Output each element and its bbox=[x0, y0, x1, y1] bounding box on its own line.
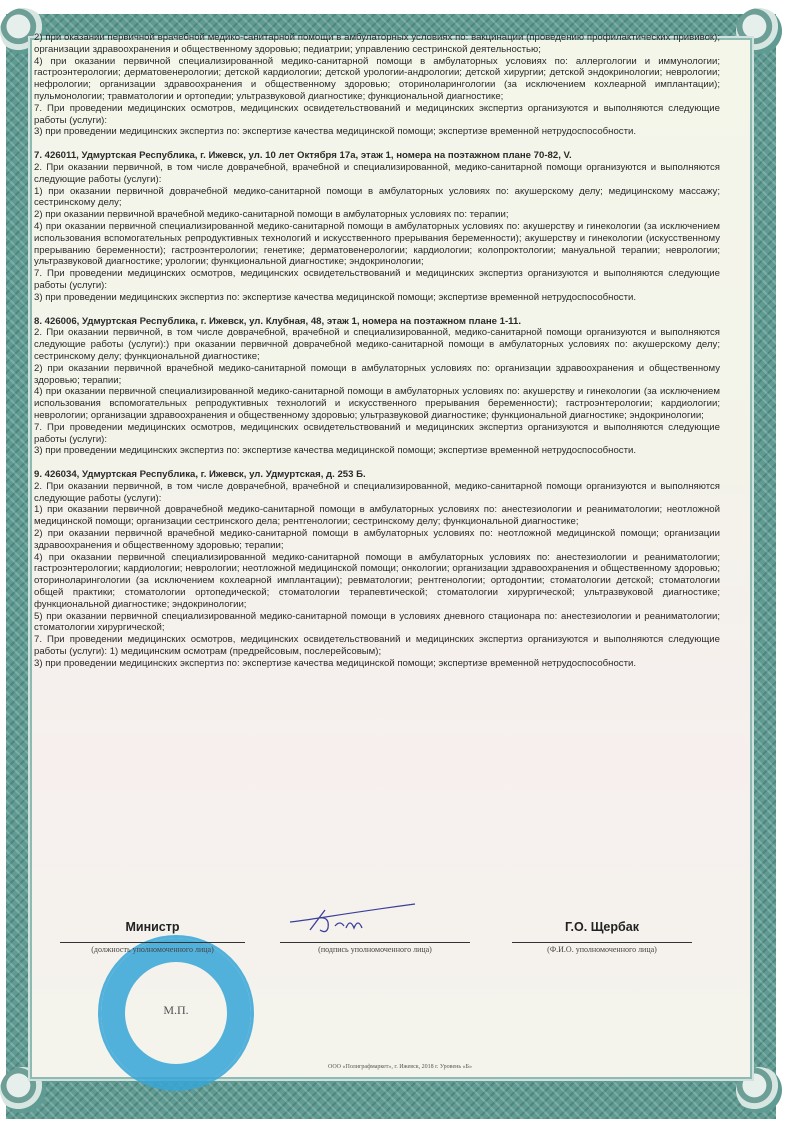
divider bbox=[512, 942, 692, 943]
paragraph: 2) при оказании первичной врачебной медико-санитарной помощи в амбулаторных условиях по: вакцинации (проведению профилактических прививок); организации здравоохранения и общественному здоровью; педиатрии; управлению сестринской деятельностью; bbox=[34, 32, 720, 55]
signature-field bbox=[280, 920, 470, 954]
paragraph: 7. При проведении медицинских осмотров, медицинских освидетельствований и медицинских экспертиз организуются и выполняются следующие работы (услуги): bbox=[34, 421, 720, 445]
address-heading: 9. 426034, Удмуртская Республика, г. Ижевск, ул. Удмуртская, д. 253 Б. bbox=[34, 469, 366, 481]
position-title: Министр bbox=[125, 920, 180, 934]
paragraph: 4) при оказании первичной специализированной медико-санитарной помощи в амбулаторных условиях по: акушерству и гинекологии (за исключением использования вспомогательных репродуктивных технологий и искусственного прерывания беременности); гастроэнтерологии; кардиологии; неврологии; организации здравоохранения и общественному здоровью; ультразвуковой диагностике; функциональной диагностике; эндокринологии; bbox=[34, 386, 720, 421]
address-section-8 bbox=[34, 316, 720, 458]
paragraph: 4) при оказании первичной специализированной медико-санитарной помощи в амбулаторных условиях по: анестезиологии и реаниматологии; гастроэнтерологии; кардиологии; неврологии; неотложной медицинской помощи; онкологии; организации здравоохранения и общественному здоровью; оториноларингологии (за исключением кохлеарной имплантации); ревматологии; рентгенологии; ортодонтии; стоматологии детской; стоматологии общей практики; стоматологии ортопедической; стоматологии терапевтической; стоматологии хирургической; ультразвуковой диагностике; функциональной диагностике; эндокринологии; bbox=[34, 551, 720, 610]
intro-section bbox=[34, 32, 720, 138]
paragraph: 1) при оказании первичной доврачебной медико-санитарной помощи в амбулаторных условиях по: анестезиологии и реаниматологии; неотложной медицинской помощи; организации сестринского дела; рентгенологии; сестринскому делу; функциональной диагностике; bbox=[34, 504, 720, 528]
paragraph: 2. При оказании первичной, в том числе доврачебной, врачебной и специализированной, медико-санитарной помощи организуются и выполняются следующие работы (услуги):) при оказании первичной доврачебной медико-санитарной помощи в амбулаторных условиях по: акушерскому делу; сестринскому делу; функциональной диагностике; bbox=[34, 327, 720, 362]
name-field bbox=[512, 920, 692, 954]
paragraph: 7. При проведении медицинских осмотров, медицинских освидетельствований и медицинских экспертиз организуются и выполняются следующие работы (услуги): bbox=[34, 102, 720, 126]
address-heading: 7. 426011, Удмуртская Республика, г. Ижевск, ул. 10 лет Октября 17а, этаж 1, номера на поэтажном плане 70-82, V. bbox=[34, 150, 572, 162]
paragraph: 2) при оказании первичной врачебной медико-санитарной помощи в амбулаторных условиях по: терапии; bbox=[34, 209, 509, 221]
paragraph: 2. При оказании первичной, в том числе доврачебной, врачебной и специализированной, медико-санитарной помощи организуются и выполняются следующие работы (услуги): bbox=[34, 161, 720, 185]
position-field bbox=[60, 920, 245, 954]
divider bbox=[60, 942, 245, 943]
signatory-name: Г.О. Щербак bbox=[565, 920, 639, 934]
paragraph: 4) при оказании первичной специализированной медико-санитарной помощи в амбулаторных условиях по: аллергологии и иммунологии; гастроэнтерологии; дерматовенерологии; детской кардиологии; детской урологии-андрологии; детской хирургии; детской эндокринологии; неврологии; нефрологии; организации здравоохранения и общественному здоровью; оториноларингологии (за исключением кохлеарной имплантации); пульмонологии; травматологии и ортопедии; ультразвуковой диагностике; функциональной диагностике; bbox=[34, 55, 720, 102]
signature-caption: (подпись уполномоченного лица) bbox=[318, 945, 432, 954]
paragraph: 3) при проведении медицинских экспертиз по: экспертизе качества медицинской помощи; экспертизе временной нетрудоспособности. bbox=[34, 126, 637, 138]
document-body bbox=[34, 32, 720, 682]
paragraph: 3) при проведении медицинских экспертиз по: экспертизе качества медицинской помощи; экспертизе временной нетрудоспособности. bbox=[34, 657, 637, 669]
address-heading: 8. 426006, Удмуртская Республика, г. Ижевск, ул. Клубная, 48, этаж 1, номера на поэтажном плане 1-11. bbox=[34, 315, 521, 327]
paragraph: 4) при оказании первичной специализированной медико-санитарной помощи в амбулаторных условиях по: акушерству и гинекологии (за исключением использования вспомогательных репродуктивных технологий и искусственного прерывания беременности); акушерству и гинекологии (искусственному прерыванию беременности); гастроэнтерологии; генетике; дерматовенерологии; кардиологии; колопроктологии; мануальной терапии; неврологии; ультразвуковой диагностике; урологии; функциональной диагностике; эндокринологии; bbox=[34, 220, 720, 268]
address-section-9 bbox=[34, 469, 720, 670]
paragraph: 1) при оказании первичной доврачебной медико-санитарной помощи в амбулаторных условиях по: акушерскому делу; медицинскому массажу; сестринскому делу; bbox=[34, 185, 720, 209]
printer-imprint: ООО «Полиграфмаркет», г. Ижевск, 2018 г. Уровень «Б» bbox=[327, 1064, 473, 1070]
paragraph: 5) при оказании первичной специализированной медико-санитарной помощи в условиях дневного стационара по: анестезиологии и реаниматологии; стоматологии хирургической; bbox=[34, 610, 720, 634]
paragraph: 2) при оказании первичной врачебной медико-санитарной помощи в амбулаторных условиях по: организации здравоохранения и общественному здоровью; терапии; bbox=[34, 362, 720, 386]
paragraph: 7. При проведении медицинских осмотров, медицинских освидетельствований и медицинских экспертиз организуются и выполняются следующие работы (услуги): 1) медицинским осмотрам (предрейсовым, послерейсовым); bbox=[34, 634, 720, 658]
paragraph: 3) при проведении медицинских экспертиз по: экспертизе качества медицинской помощи; экспертизе временной нетрудоспособности. bbox=[34, 291, 637, 303]
name-caption: (Ф.И.О. уполномоченного лица) bbox=[547, 945, 657, 954]
stamp-label: М.П. bbox=[163, 1003, 189, 1017]
paragraph: 2. При оказании первичной, в том числе доврачебной, врачебной и специализированной, медико-санитарной помощи организуются и выполняются следующие работы (услуги): bbox=[34, 480, 720, 504]
signature-block bbox=[60, 920, 710, 970]
position-caption: (должность уполномоченного лица) bbox=[91, 945, 214, 954]
paragraph: 2) при оказании первичной врачебной медико-санитарной помощи в амбулаторных условиях по: неотложной медицинской помощи; организации здравоохранения и общественному здоровью; терапии; bbox=[34, 528, 720, 551]
divider bbox=[280, 942, 470, 943]
paragraph: 7. При проведении медицинских осмотров, медицинских освидетельствований и медицинских экспертиз организуются и выполняются следующие работы (услуги): bbox=[34, 268, 720, 291]
paragraph: 3) при проведении медицинских экспертиз по: экспертизе качества медицинской помощи; экспертизе временной нетрудоспособности. bbox=[34, 445, 637, 457]
address-section-7 bbox=[34, 150, 720, 303]
